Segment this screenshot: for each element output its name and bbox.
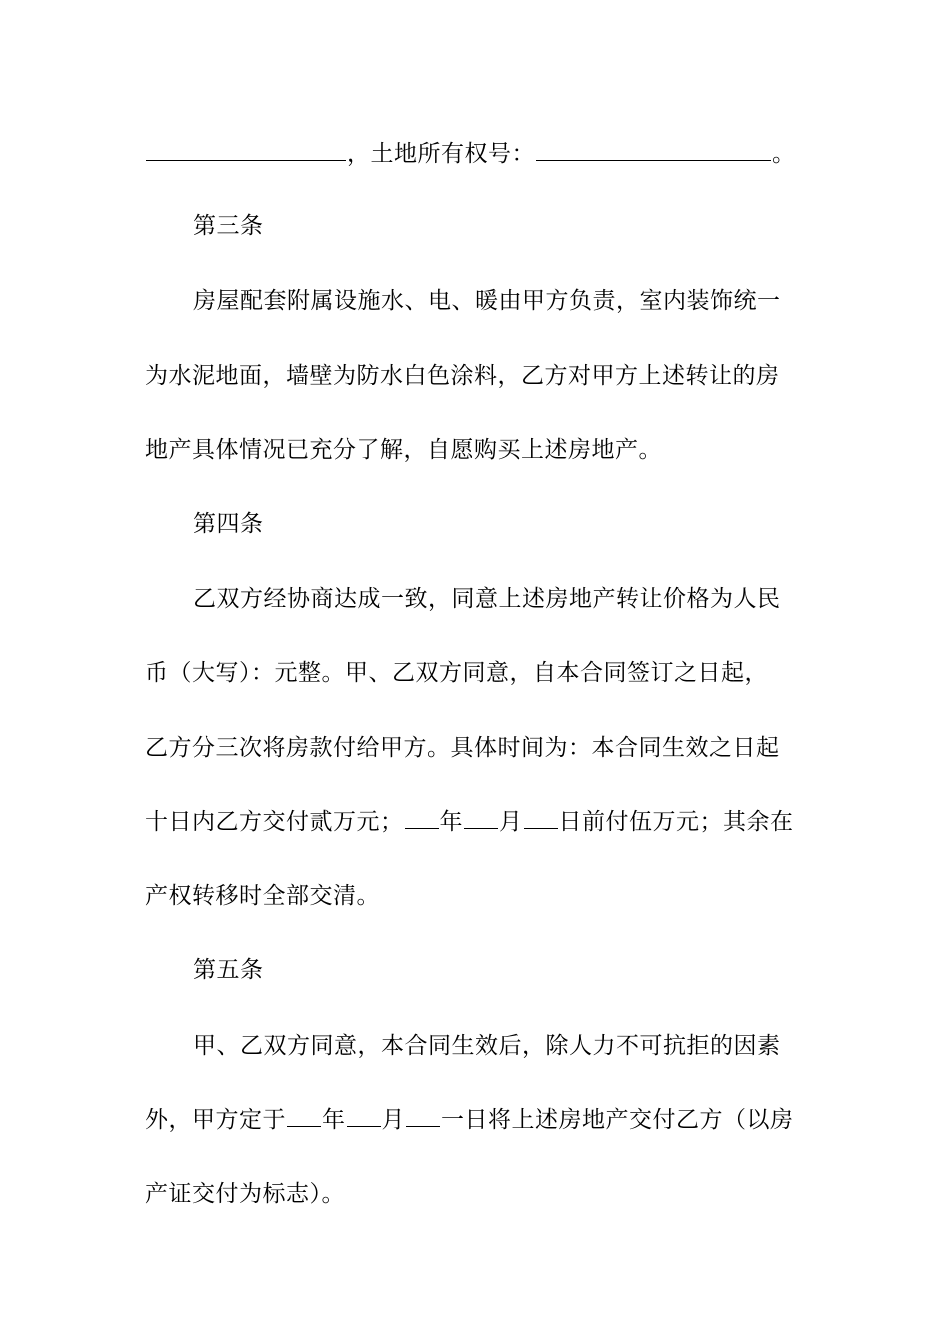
fill-in-blank bbox=[287, 1104, 321, 1127]
land-ownership-label: ，土地所有权号： bbox=[347, 141, 535, 167]
article-4-line: 产权转移时全部交清。 bbox=[145, 883, 380, 909]
delivery-text: 外，甲方定于 bbox=[145, 1107, 286, 1133]
article-5-delivery-line bbox=[145, 1104, 810, 1136]
delivery-text-end: 一日将上述房地产交付乙方（以房 bbox=[441, 1107, 794, 1133]
fill-in-blank bbox=[524, 806, 558, 829]
payment-text: 十日内乙方交付贰万元； bbox=[145, 809, 404, 835]
article-3-heading: 第三条 bbox=[193, 213, 264, 239]
year-label: 年 bbox=[322, 1107, 346, 1133]
fill-in-blank bbox=[146, 138, 346, 161]
article-3-line: 房屋配套附属设施水、电、暖由甲方负责，室内装饰统一 bbox=[193, 288, 781, 314]
payment-text-end: 日前付伍万元；其余在 bbox=[558, 809, 794, 835]
article-3-line: 为水泥地面，墙壁为防水白色涂料，乙方对甲方上述转让的房 bbox=[145, 363, 780, 389]
article-3-line: 地产具体情况已充分了解，自愿购买上述房地产。 bbox=[145, 437, 662, 463]
fill-in-blank bbox=[405, 806, 439, 829]
article-4-line: 乙方分三次将房款付给甲方。具体时间为：本合同生效之日起 bbox=[145, 735, 780, 761]
month-label: 月 bbox=[381, 1107, 405, 1133]
fill-in-blank bbox=[464, 806, 498, 829]
land-ownership-line bbox=[145, 138, 810, 170]
article-5-line: 甲、乙双方同意，本合同生效后，除人力不可抗拒的因素 bbox=[193, 1033, 781, 1059]
fill-in-blank bbox=[536, 138, 771, 161]
article-5-heading: 第五条 bbox=[193, 957, 264, 983]
article-4-line: 币（大写）：元整。甲、乙双方同意，自本合同签订之日起， bbox=[145, 660, 768, 686]
line-end-punctuation: 。 bbox=[772, 141, 796, 167]
article-4-heading: 第四条 bbox=[193, 511, 264, 537]
fill-in-blank bbox=[347, 1104, 381, 1127]
article-4-payment-line bbox=[145, 806, 810, 838]
article-4-line: 乙双方经协商达成一致，同意上述房地产转让价格为人民 bbox=[193, 586, 781, 612]
year-label: 年 bbox=[439, 809, 463, 835]
fill-in-blank bbox=[406, 1104, 440, 1127]
article-5-line: 产证交付为标志）。 bbox=[145, 1181, 345, 1207]
month-label: 月 bbox=[499, 809, 523, 835]
